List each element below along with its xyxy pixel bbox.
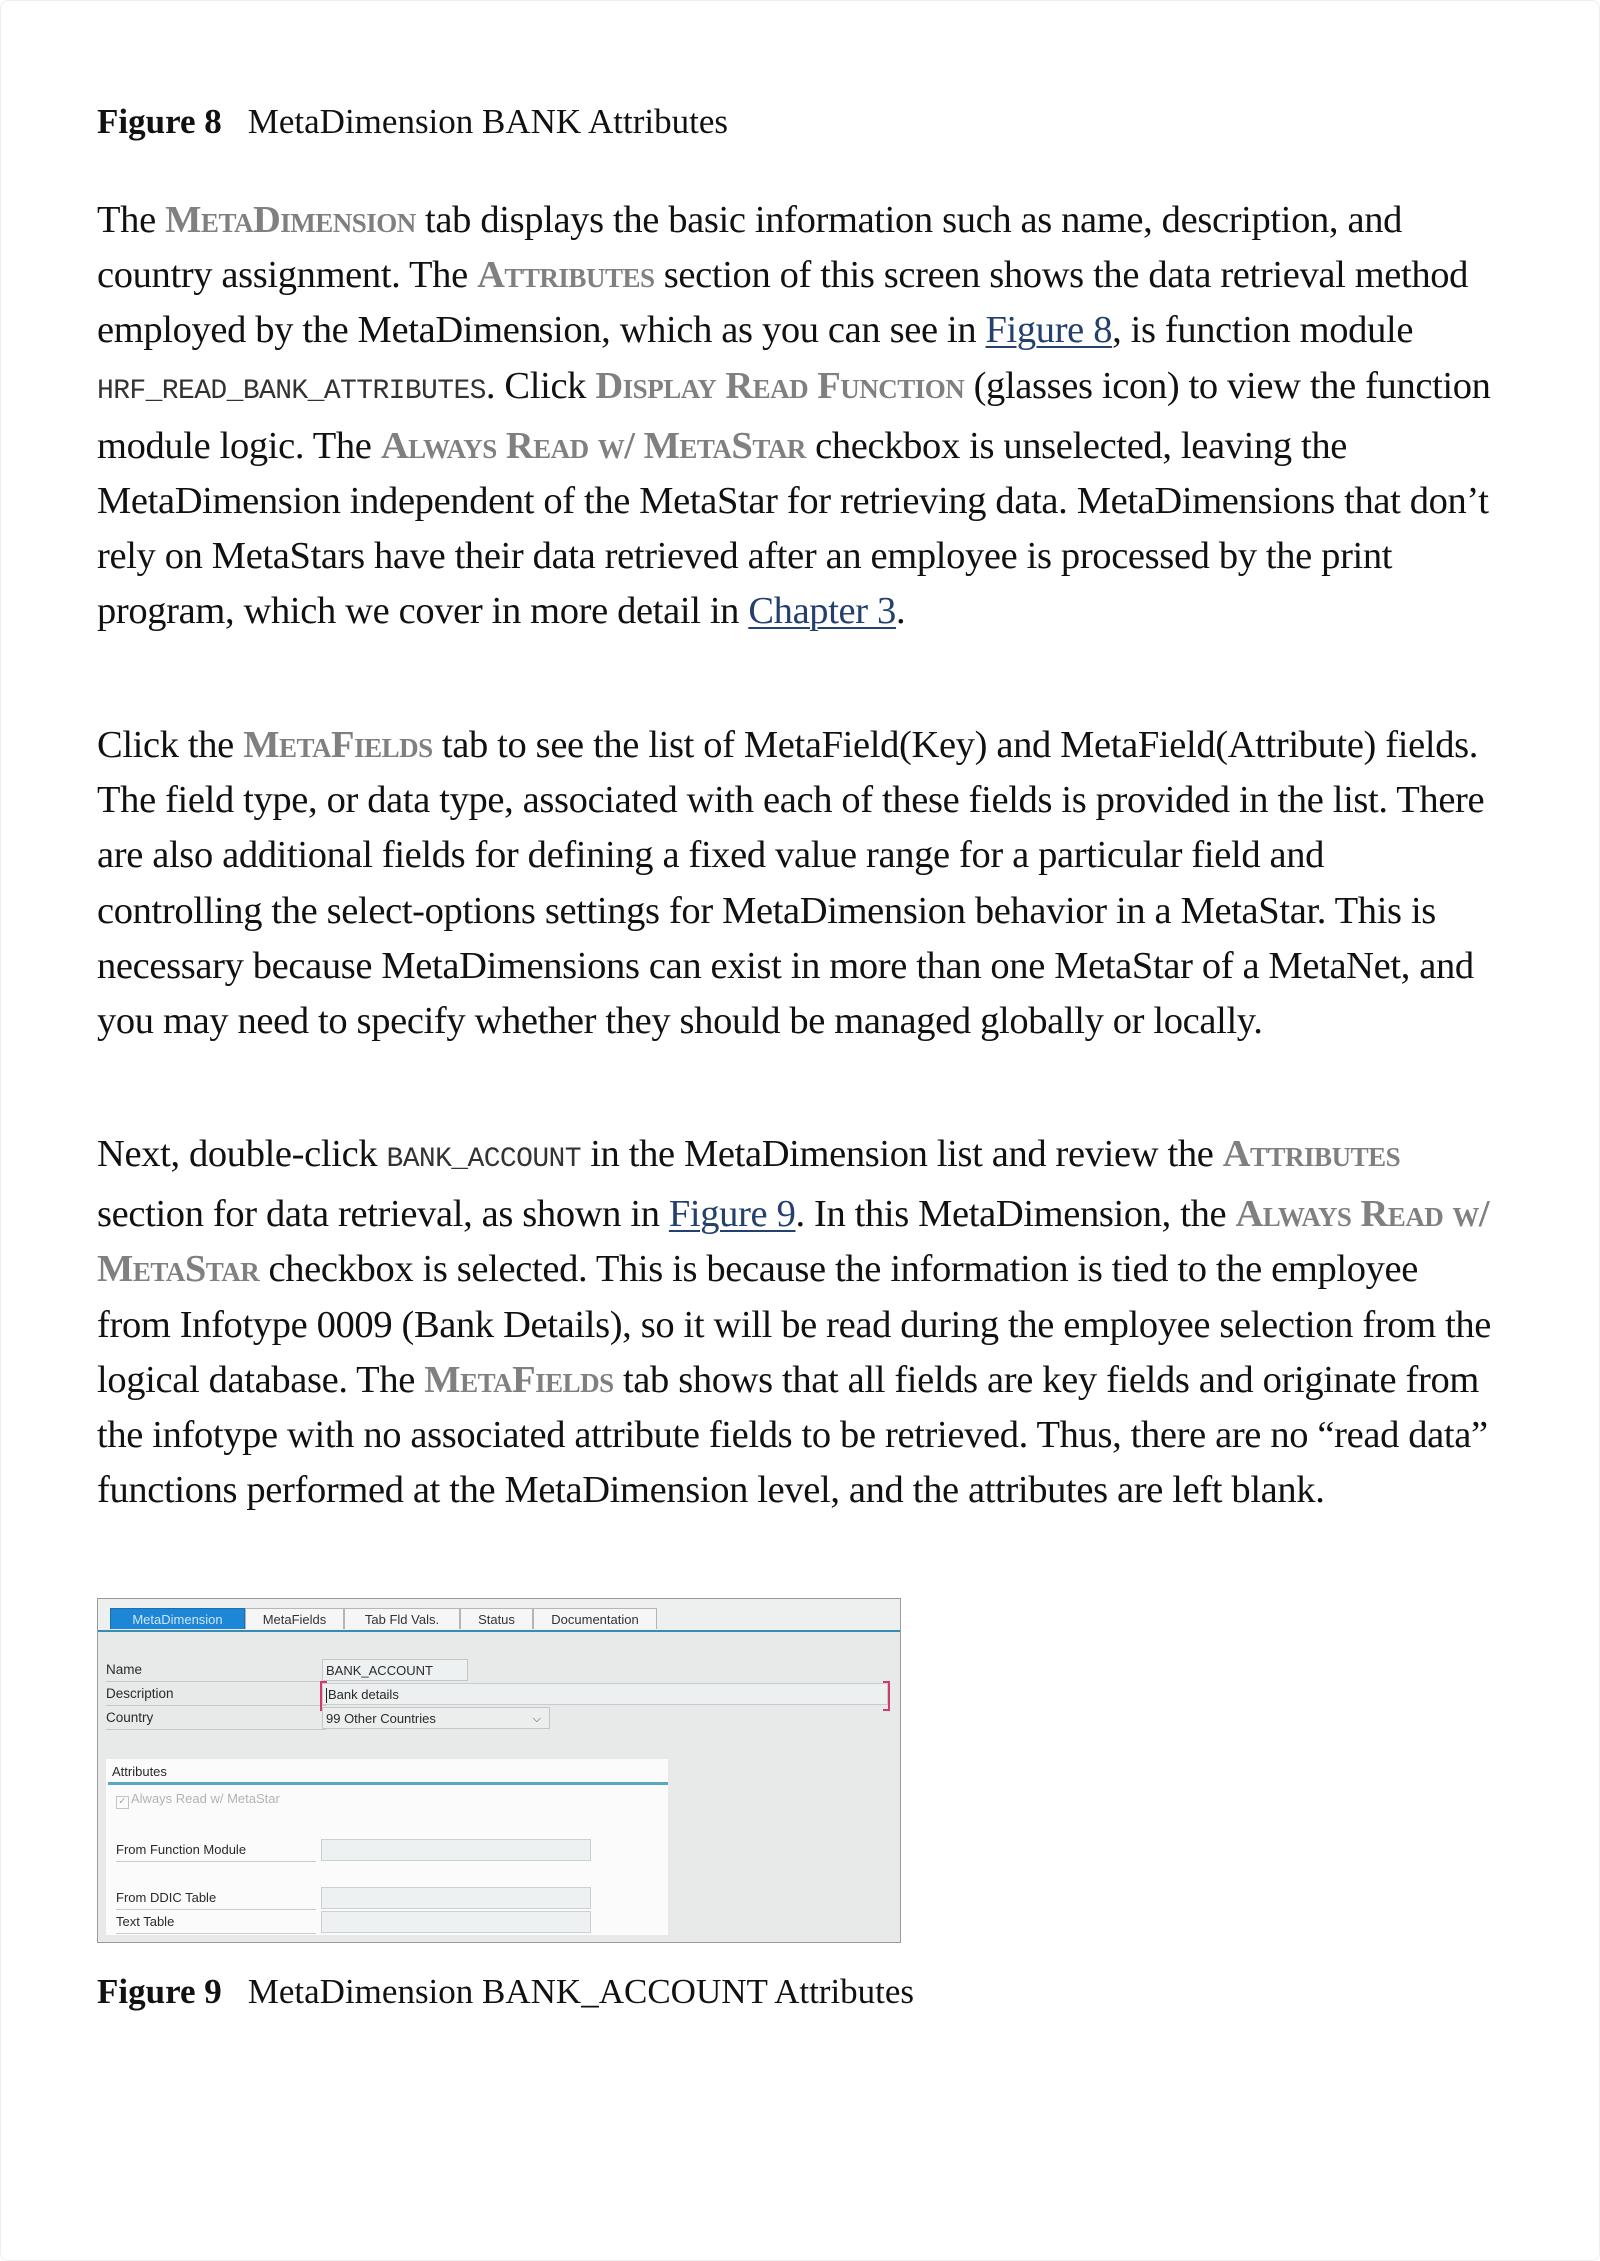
- figure-8-number: Figure 8: [97, 102, 222, 141]
- text: , is function module: [1112, 309, 1414, 352]
- text: section of this screen shows the data retrieval method employed by the MetaDimension, which as you can see in: [97, 254, 1469, 352]
- paragraph-2: [97, 718, 1497, 1049]
- ui-term-display-read-function: Display Read Function: [595, 364, 965, 407]
- text: . In this MetaDimension, the: [795, 1193, 1236, 1236]
- ddic-table-label: From DDIC Table: [116, 1887, 316, 1910]
- tab-documentation[interactable]: Documentation: [533, 1608, 657, 1629]
- text: (glasses icon) to view the function module logic. The: [97, 364, 1491, 467]
- attributes-divider: [108, 1782, 668, 1785]
- name-field[interactable]: BANK_ACCOUNT: [322, 1659, 468, 1681]
- text: tab displays the basic information such as name, description, and country assignment. The: [97, 199, 1402, 297]
- country-dropdown[interactable]: [322, 1707, 550, 1729]
- ui-term-metafields: MetaFields: [243, 724, 433, 766]
- description-label: Description: [106, 1683, 326, 1706]
- figure-9-title: MetaDimension BANK_ACCOUNT Attributes: [247, 1972, 915, 2011]
- text: tab shows that all fields are key fields and originate from the infotype with no associated attribute fields to be retrieved. Thus, there are no “read data” functions performed at the MetaDimension level, and the attributes are left blank.: [97, 1358, 1488, 1512]
- figure-9-link[interactable]: Figure 9: [668, 1193, 796, 1236]
- text: checkbox is unselected, leaving the MetaDimension independent of the MetaStar for retrieving data. MetaDimensions that don’t rely on MetaStars have their data retrieved after an employee is processed by the print program, which we cover in more detail in: [97, 424, 1489, 633]
- text: . Click: [485, 364, 596, 407]
- figure-8-link[interactable]: Figure 8: [985, 309, 1113, 352]
- text-table-field[interactable]: [321, 1911, 591, 1933]
- always-read-checkbox[interactable]: [116, 1791, 280, 1809]
- tab-metafields[interactable]: MetaFields: [245, 1608, 344, 1629]
- ui-term-metafields: MetaFields: [424, 1358, 614, 1401]
- metadimension-screenshot: [97, 1598, 901, 1943]
- ui-term-attributes: Attributes: [477, 254, 655, 297]
- ui-term-metadimension: MetaDimension: [165, 199, 416, 241]
- text: in the MetaDimension list and review the: [580, 1133, 1223, 1175]
- figure-9-number: Figure 9: [97, 1972, 222, 2011]
- text-cursor: [326, 1688, 327, 1703]
- paragraph-1: [97, 193, 1497, 640]
- chevron-down-icon: ⌵: [532, 1713, 541, 1725]
- always-read-label: Always Read w/ MetaStar: [131, 1791, 280, 1806]
- figure-9-caption: [97, 1972, 914, 2012]
- paragraph-3: [97, 1127, 1497, 1518]
- text: Next, double-click: [97, 1133, 387, 1175]
- ui-term-always-read: Always Read w/ MetaStar: [380, 424, 806, 467]
- attributes-title: Attributes: [112, 1764, 167, 1779]
- name-label: Name: [106, 1659, 326, 1682]
- tab-fld-vals[interactable]: Tab Fld Vals.: [344, 1608, 460, 1629]
- chapter-3-link[interactable]: Chapter 3: [748, 590, 896, 633]
- text-table-label: Text Table: [116, 1911, 316, 1934]
- figure-8-caption: [97, 102, 728, 142]
- ui-term-always-read: Always Read w/ MetaStar: [97, 1193, 1490, 1291]
- tab-strip: [98, 1599, 900, 1632]
- text: Click the: [97, 724, 244, 766]
- description-field[interactable]: [322, 1683, 888, 1705]
- country-label: Country: [106, 1707, 326, 1730]
- ddic-table-field[interactable]: [321, 1887, 591, 1909]
- function-module-field[interactable]: [321, 1839, 591, 1861]
- figure-8-title: MetaDimension BANK Attributes: [247, 102, 729, 141]
- text: The: [97, 199, 166, 241]
- tab-metadimension[interactable]: MetaDimension: [110, 1608, 245, 1629]
- text: tab to see the list of MetaField(Key) and MetaField(Attribute) fields. The field type, or data type, associated with each of these fields is provided in the list. There are also additional fields for defining a fixed value range for a particular field and controlling the select-options settings for MetaDimension behavior in a MetaStar. This is necessary because MetaDimensions can exist in more than one MetaStar of a MetaNet, and you may need to specify whether they should be managed globally or locally.: [97, 724, 1485, 1043]
- text: section for data retrieval, as shown in: [97, 1193, 669, 1236]
- attributes-panel: [106, 1759, 668, 1935]
- country-value: 99 Other Countries: [326, 1711, 436, 1726]
- checkbox-checked-icon: ✓: [116, 1796, 129, 1809]
- description-value: Bank details: [328, 1687, 399, 1702]
- function-module-label: From Function Module: [116, 1839, 316, 1862]
- text: checkbox is selected. This is because the information is tied to the employee from Infotype 0009 (Bank Details), so it will be read during the employee selection from the logical database. The: [97, 1248, 1492, 1401]
- code-bank-account: BANK_ACCOUNT: [386, 1144, 581, 1175]
- text: .: [895, 590, 906, 633]
- ui-term-attributes: Attributes: [1222, 1133, 1401, 1175]
- tab-status[interactable]: Status: [460, 1608, 533, 1629]
- code-function-module: HRF_READ_BANK_ATTRIBUTES: [97, 375, 486, 407]
